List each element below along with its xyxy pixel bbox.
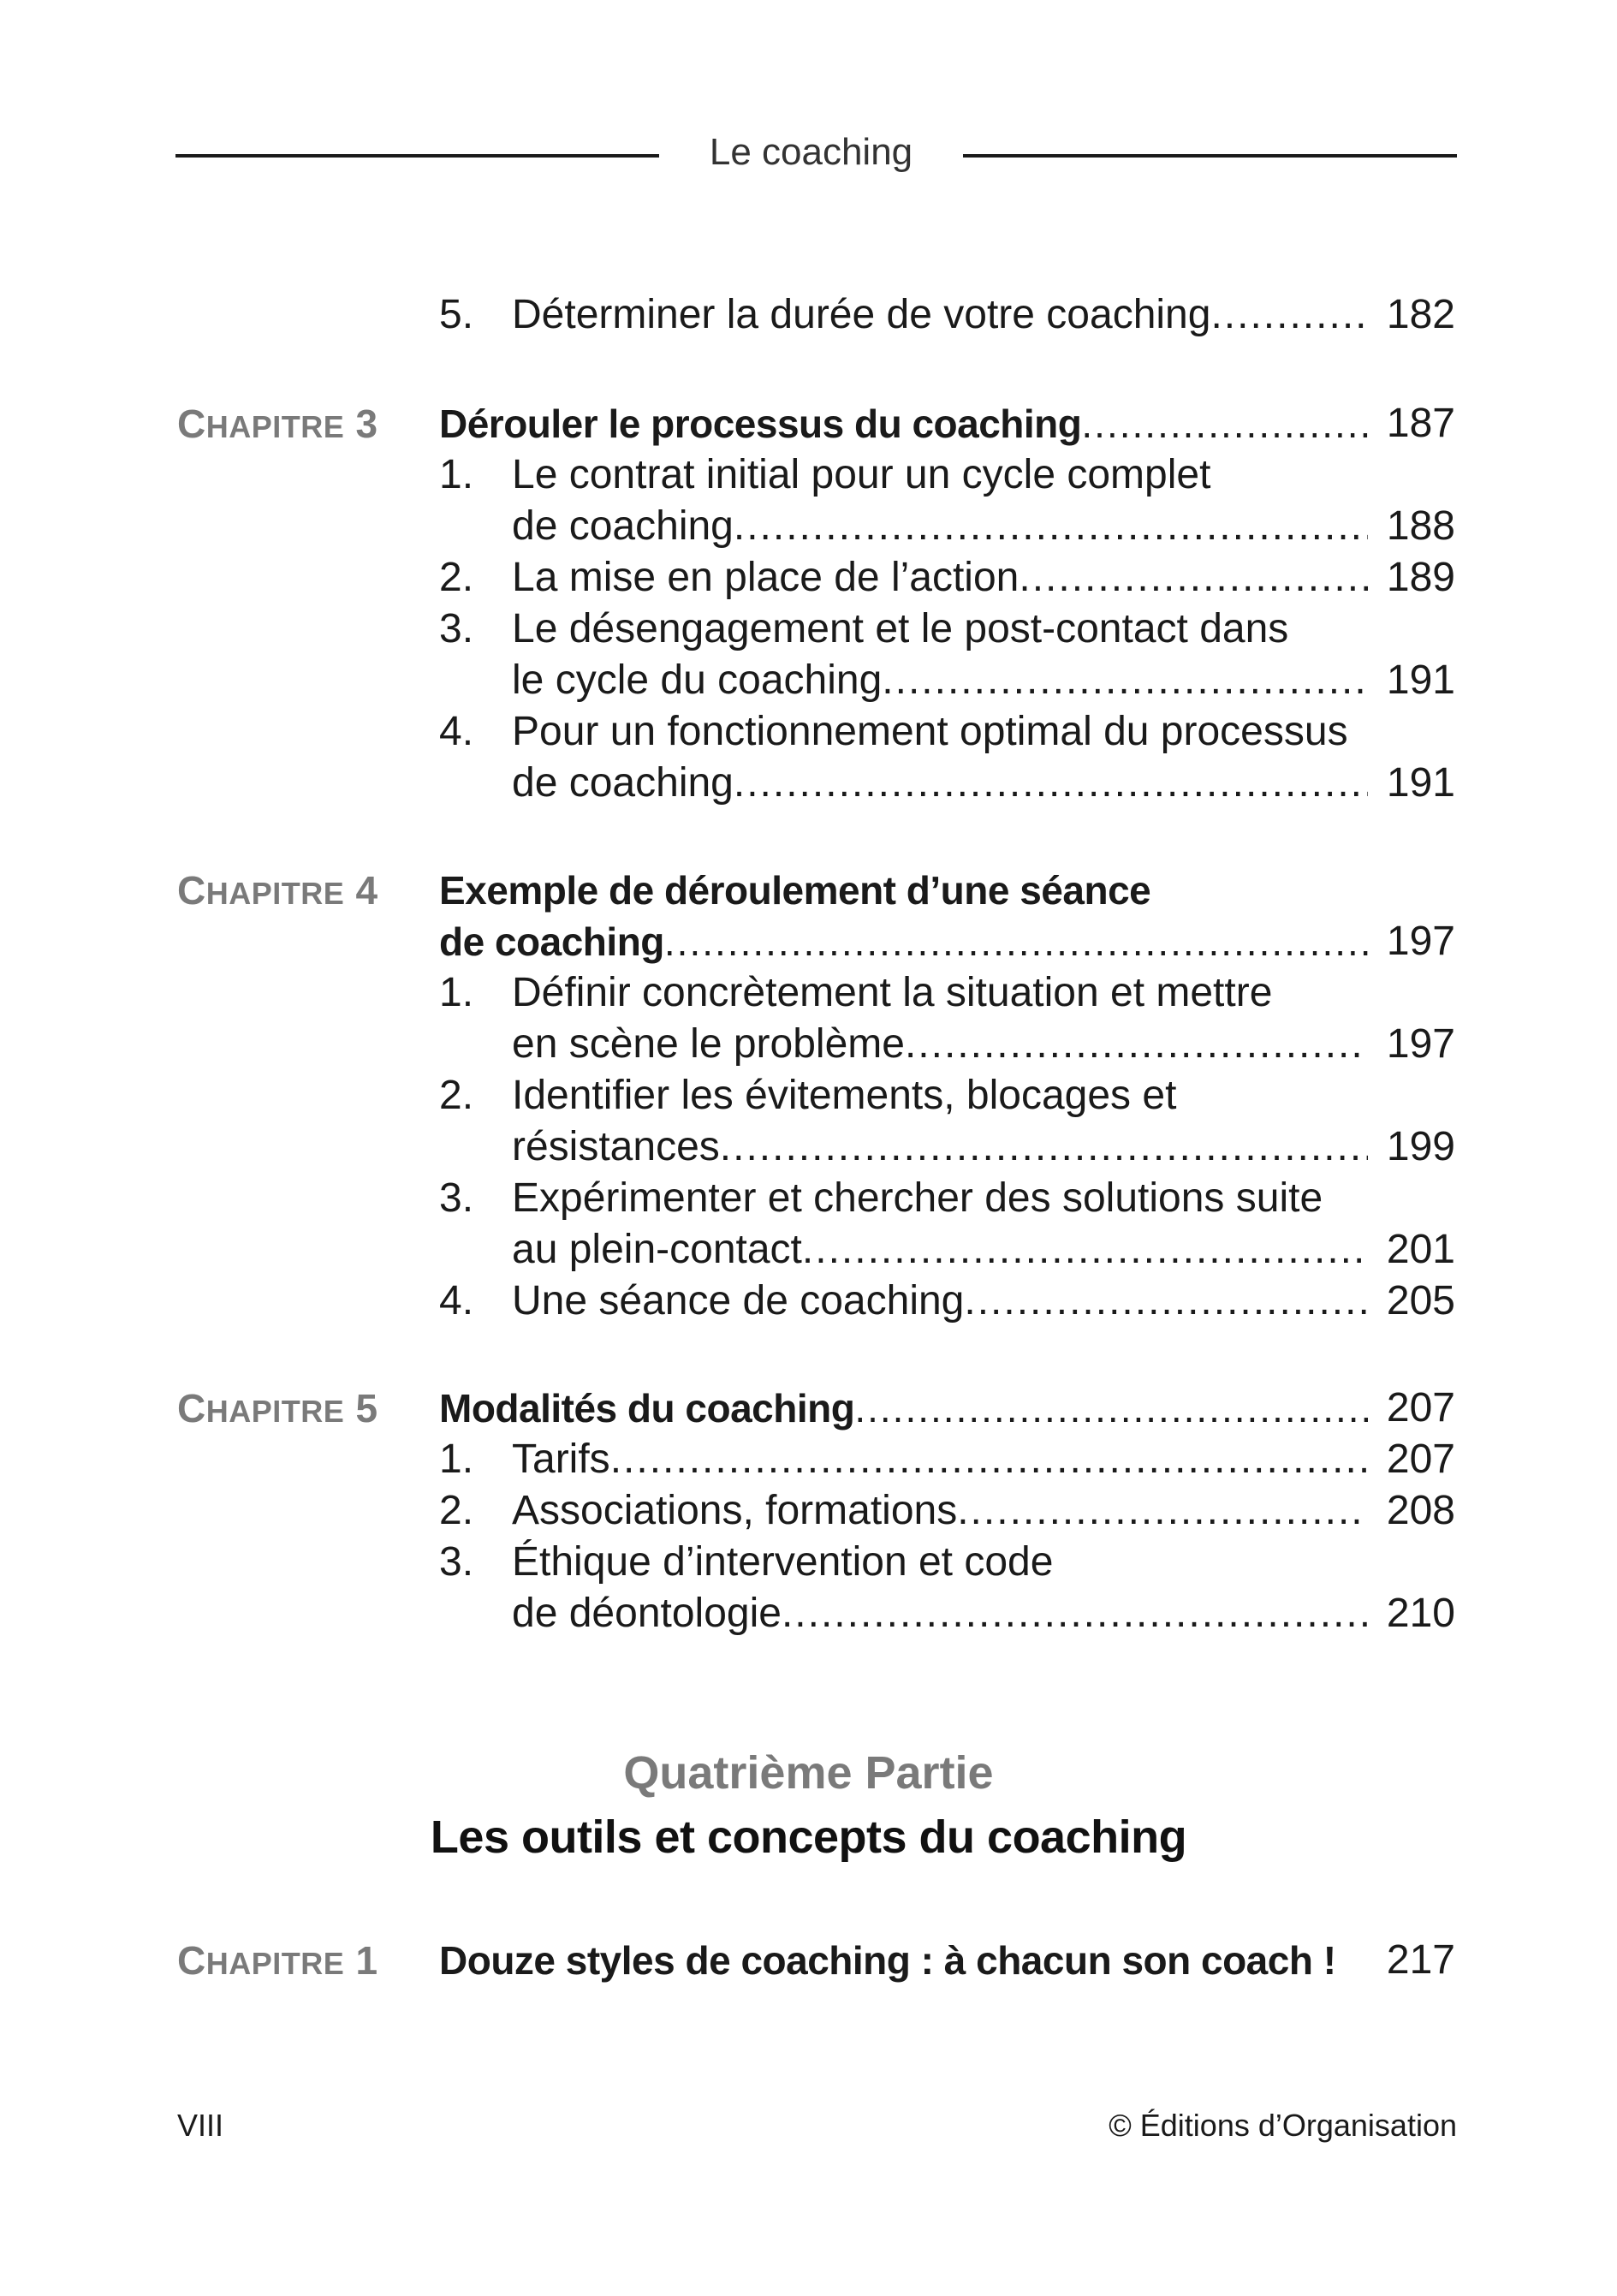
- toc-item-continuation[interactable]: [512, 1224, 1368, 1276]
- header-rule-right: [963, 154, 1457, 158]
- chapter-title-3[interactable]: [439, 398, 1368, 449]
- chapter-title-text: Douze styles de coaching : à chacun son coach !: [439, 1938, 1336, 1983]
- toc-item-number: 1.: [439, 1436, 474, 1482]
- toc-page-number: 187: [1386, 401, 1455, 446]
- toc-page-number: 189: [1386, 555, 1455, 600]
- dot-leader: [1210, 289, 1368, 341]
- toc-item-text: Associations, formations: [512, 1488, 958, 1533]
- toc-item[interactable]: [512, 289, 1368, 341]
- dot-leader: [610, 1434, 1368, 1485]
- toc-item-text: Le désengagement et le post-contact dans: [512, 606, 1289, 651]
- dot-leader: [782, 1588, 1368, 1639]
- toc-item[interactable]: [512, 604, 1368, 655]
- chapter-title-text: Dérouler le processus du coaching: [439, 402, 1082, 446]
- toc-page-number: 201: [1386, 1227, 1455, 1272]
- toc-item-number: 3.: [439, 1539, 474, 1585]
- toc-item-text: Définir concrètement la situation et mettre: [512, 970, 1273, 1015]
- toc-item-text: Une séance de coaching: [512, 1278, 965, 1323]
- toc-item-text: Déterminer la durée de votre coaching: [512, 292, 1211, 337]
- toc-item-text: résistances: [512, 1124, 720, 1169]
- chapter-number: 3: [355, 402, 378, 446]
- header-rule-left: [175, 154, 659, 158]
- toc-item-text: de coaching: [512, 760, 734, 806]
- chapter-label-initial: C: [177, 402, 206, 446]
- toc-item[interactable]: [512, 706, 1368, 758]
- dot-leader: [664, 916, 1368, 967]
- chapter-label-3: [177, 398, 378, 449]
- toc-item-text: le cycle du coaching: [512, 657, 883, 703]
- chapter-label-4: [177, 865, 378, 916]
- toc-item[interactable]: [512, 1537, 1368, 1588]
- chapter-label-rest: HAPITRE: [205, 876, 345, 911]
- toc-page-number: 199: [1386, 1124, 1455, 1169]
- chapter-title-5[interactable]: [439, 1383, 1368, 1434]
- folio: VIII: [177, 2108, 224, 2143]
- chapter-title-4[interactable]: [439, 865, 1368, 916]
- chapter-title-text: Exemple de déroulement d’une séance: [439, 868, 1151, 913]
- toc-page-number: 210: [1386, 1591, 1455, 1636]
- chapter-number: 1: [355, 1938, 378, 1983]
- toc-item-text: de coaching: [512, 503, 734, 549]
- toc-item[interactable]: [512, 1276, 1368, 1327]
- toc-item-text: Pour un fonctionnement optimal du processus: [512, 709, 1348, 754]
- toc-item-text: Le contrat initial pour un cycle complet: [512, 452, 1211, 497]
- part-title: Les outils et concepts du coaching: [430, 1811, 1187, 1863]
- toc-item-text: Identifier les évitements, blocages et: [512, 1073, 1177, 1118]
- chapter-title-1[interactable]: [439, 1935, 1368, 1986]
- running-header: [175, 128, 1457, 180]
- toc-item-number: 3.: [439, 606, 474, 651]
- toc-item[interactable]: [512, 1434, 1368, 1485]
- dot-leader: [964, 1276, 1368, 1327]
- chapter-number: 4: [355, 868, 378, 913]
- toc-item-number: 5.: [439, 292, 474, 337]
- chapter-label-rest: HAPITRE: [205, 1394, 345, 1429]
- toc-item-continuation[interactable]: [512, 758, 1368, 809]
- toc-item-number: 2.: [439, 555, 474, 600]
- toc-item-number: 3.: [439, 1175, 474, 1221]
- toc-item-text: La mise en place de l’action: [512, 555, 1020, 600]
- dot-leader: [1081, 398, 1368, 449]
- copyright-notice: © Éditions d’Organisation: [1109, 2108, 1457, 2143]
- dot-leader: [1019, 552, 1368, 604]
- toc-item-text: Éthique d’intervention et code: [512, 1539, 1054, 1585]
- chapter-title-text: de coaching: [439, 919, 664, 964]
- dot-leader: [957, 1485, 1368, 1537]
- toc-item-text: en scène le problème: [512, 1021, 905, 1067]
- dot-leader: [802, 1224, 1368, 1276]
- chapter-label-5: [177, 1383, 378, 1434]
- toc-item-number: 1.: [439, 452, 474, 497]
- toc-item-number: 1.: [439, 970, 474, 1015]
- toc-item-number: 2.: [439, 1488, 474, 1533]
- toc-item-text: de déontologie: [512, 1591, 782, 1636]
- toc-page-number: 197: [1386, 1021, 1455, 1067]
- chapter-label-initial: C: [177, 1386, 206, 1431]
- toc-page-number: 182: [1386, 292, 1455, 337]
- toc-item-continuation[interactable]: [512, 1019, 1368, 1070]
- toc-page-number: 207: [1386, 1436, 1455, 1482]
- toc-item-continuation[interactable]: [512, 1121, 1368, 1173]
- chapter-title-text: Modalités du coaching: [439, 1386, 855, 1431]
- toc-item-text: au plein-contact: [512, 1227, 802, 1272]
- toc-page-number: 188: [1386, 503, 1455, 549]
- dot-leader: [734, 758, 1368, 809]
- toc-page-number: 197: [1386, 919, 1455, 964]
- chapter-label-initial: C: [177, 1938, 206, 1983]
- chapter-label-rest: HAPITRE: [205, 1946, 345, 1981]
- chapter-label-initial: C: [177, 868, 206, 913]
- running-header-title: Le coaching: [709, 131, 913, 173]
- toc-item-continuation[interactable]: [512, 501, 1368, 552]
- toc-item[interactable]: [512, 1173, 1368, 1224]
- toc-item[interactable]: [512, 552, 1368, 604]
- toc-page-number: 217: [1386, 1937, 1455, 1983]
- toc-item-number: 4.: [439, 1278, 474, 1323]
- toc-item[interactable]: [512, 967, 1368, 1019]
- toc-item-text: Expérimenter et chercher des solutions suite: [512, 1175, 1323, 1221]
- toc-item-number: 2.: [439, 1073, 474, 1118]
- dot-leader: [882, 655, 1368, 706]
- toc-item[interactable]: [512, 1485, 1368, 1537]
- toc-page-number: 191: [1386, 760, 1455, 806]
- dot-leader: [720, 1121, 1368, 1173]
- chapter-number: 5: [355, 1386, 378, 1431]
- dot-leader: [905, 1019, 1368, 1070]
- toc-item-number: 4.: [439, 709, 474, 754]
- toc-item-continuation[interactable]: [512, 655, 1368, 706]
- toc-item[interactable]: [512, 1070, 1368, 1121]
- toc-item-continuation[interactable]: [512, 1588, 1368, 1639]
- toc-page-number: 205: [1386, 1278, 1455, 1323]
- chapter-label-1: [177, 1935, 378, 1986]
- part-label: Quatrième Partie: [623, 1747, 994, 1799]
- toc-item-text: Tarifs: [512, 1436, 610, 1482]
- chapter-title-4-continuation[interactable]: [439, 916, 1368, 967]
- dot-leader: [854, 1383, 1368, 1434]
- chapter-label-rest: HAPITRE: [205, 409, 345, 444]
- toc-page-number: 191: [1386, 657, 1455, 703]
- dot-leader: [734, 501, 1368, 552]
- toc-page-number: 208: [1386, 1488, 1455, 1533]
- toc-item[interactable]: [512, 449, 1368, 501]
- toc-page-number: 207: [1386, 1385, 1455, 1431]
